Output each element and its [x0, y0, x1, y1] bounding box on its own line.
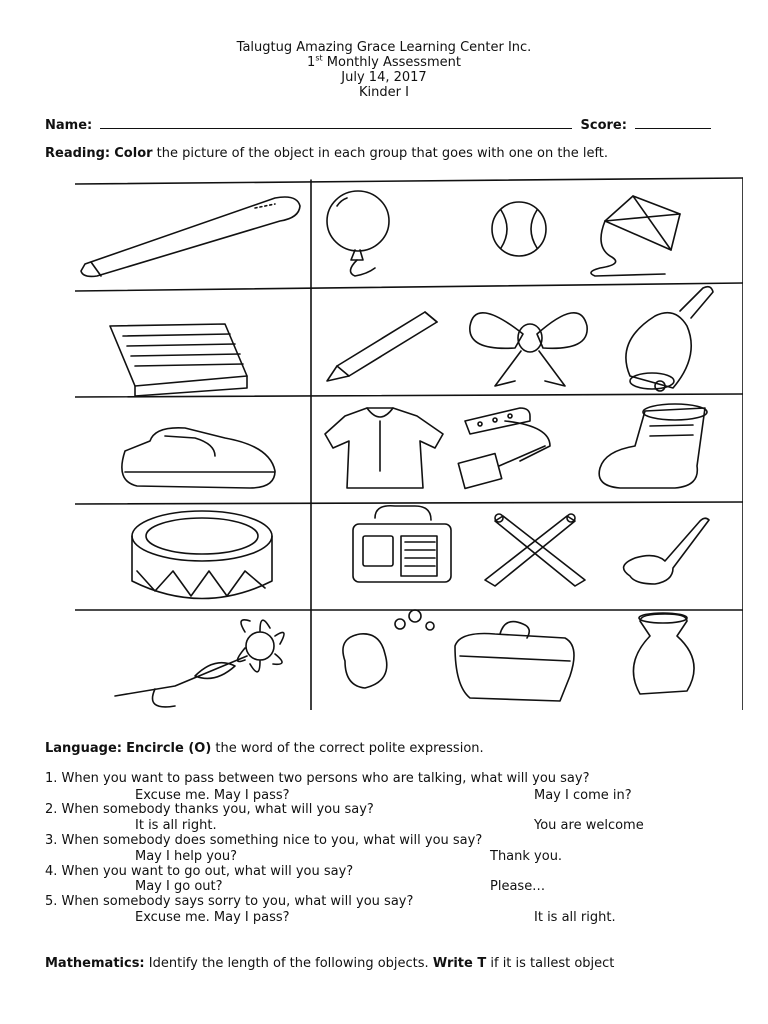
bag-icon [455, 622, 574, 701]
radio-icon [353, 506, 451, 582]
math-instruction: Mathematics: Identify the length of the following objects. Write T if it is tallest object [45, 956, 615, 971]
baseball-bat-icon [81, 197, 300, 276]
question-3: 3. When somebody does something nice to you, what will you say? [45, 833, 483, 848]
reading-instruction: Reading: Color the picture of the object in each group that goes with one on the left. [45, 146, 609, 161]
drum-icon [132, 511, 272, 599]
notepad-icon [110, 324, 247, 396]
kite-icon [591, 196, 680, 276]
q5-option-b[interactable]: It is all right. [534, 910, 616, 925]
q1-option-b[interactable]: May I come in? [534, 788, 632, 803]
pencil-icon [327, 312, 437, 381]
sunflower-icon [115, 620, 284, 707]
ribbon-bow-icon [470, 313, 587, 386]
q5-option-a[interactable]: Excuse me. May I pass? [135, 910, 290, 925]
grid-line-1 [75, 283, 743, 291]
bell-icon [626, 287, 713, 391]
picture-grid [75, 176, 743, 710]
q2-option-b[interactable]: You are welcome [534, 818, 644, 833]
question-4: 4. When you want to go out, what will you say? [45, 864, 354, 879]
balloon-icon [327, 191, 389, 276]
baseball-icon [492, 202, 546, 256]
class-name: Kinder I [359, 85, 409, 100]
vase-icon [633, 613, 694, 694]
shirt-icon [325, 408, 443, 488]
score-label: Score: [580, 118, 627, 133]
q3-option-a[interactable]: May I help you? [135, 849, 237, 864]
q4-option-a[interactable]: May I go out? [135, 879, 223, 894]
drumsticks-icon [485, 514, 585, 586]
assessment-date: July 14, 2017 [341, 70, 427, 85]
name-blank[interactable] [100, 116, 572, 129]
q4-option-b[interactable]: Please… [490, 879, 546, 894]
name-label: Name: [45, 118, 93, 133]
question-1: 1. When you want to pass between two persons who are talking, what will you say? [45, 771, 590, 786]
grid-line-3 [75, 502, 743, 504]
soap-icon [343, 610, 434, 688]
q2-option-a[interactable]: It is all right. [135, 818, 217, 833]
belt-icon [458, 408, 550, 488]
grid-line-2 [75, 394, 743, 397]
sock-icon [599, 404, 707, 488]
school-name: Talugtug Amazing Grace Learning Center Inc. [236, 40, 532, 55]
language-instruction: Language: Encircle (O) the word of the correct polite expression. [45, 741, 484, 756]
picture-grid-drawing [75, 176, 743, 710]
assessment-title: 1st Monthly Assessment [307, 53, 461, 70]
ladle-icon [624, 518, 709, 584]
name-row [45, 116, 711, 133]
shoe-icon [122, 428, 275, 488]
score-blank[interactable] [635, 116, 711, 129]
grid-line-top [75, 178, 743, 184]
q3-option-b[interactable]: Thank you. [490, 849, 563, 864]
question-5: 5. When somebody says sorry to you, what will you say? [45, 894, 414, 909]
q1-option-a[interactable]: Excuse me. May I pass? [135, 788, 290, 803]
question-2: 2. When somebody thanks you, what will you say? [45, 802, 374, 817]
